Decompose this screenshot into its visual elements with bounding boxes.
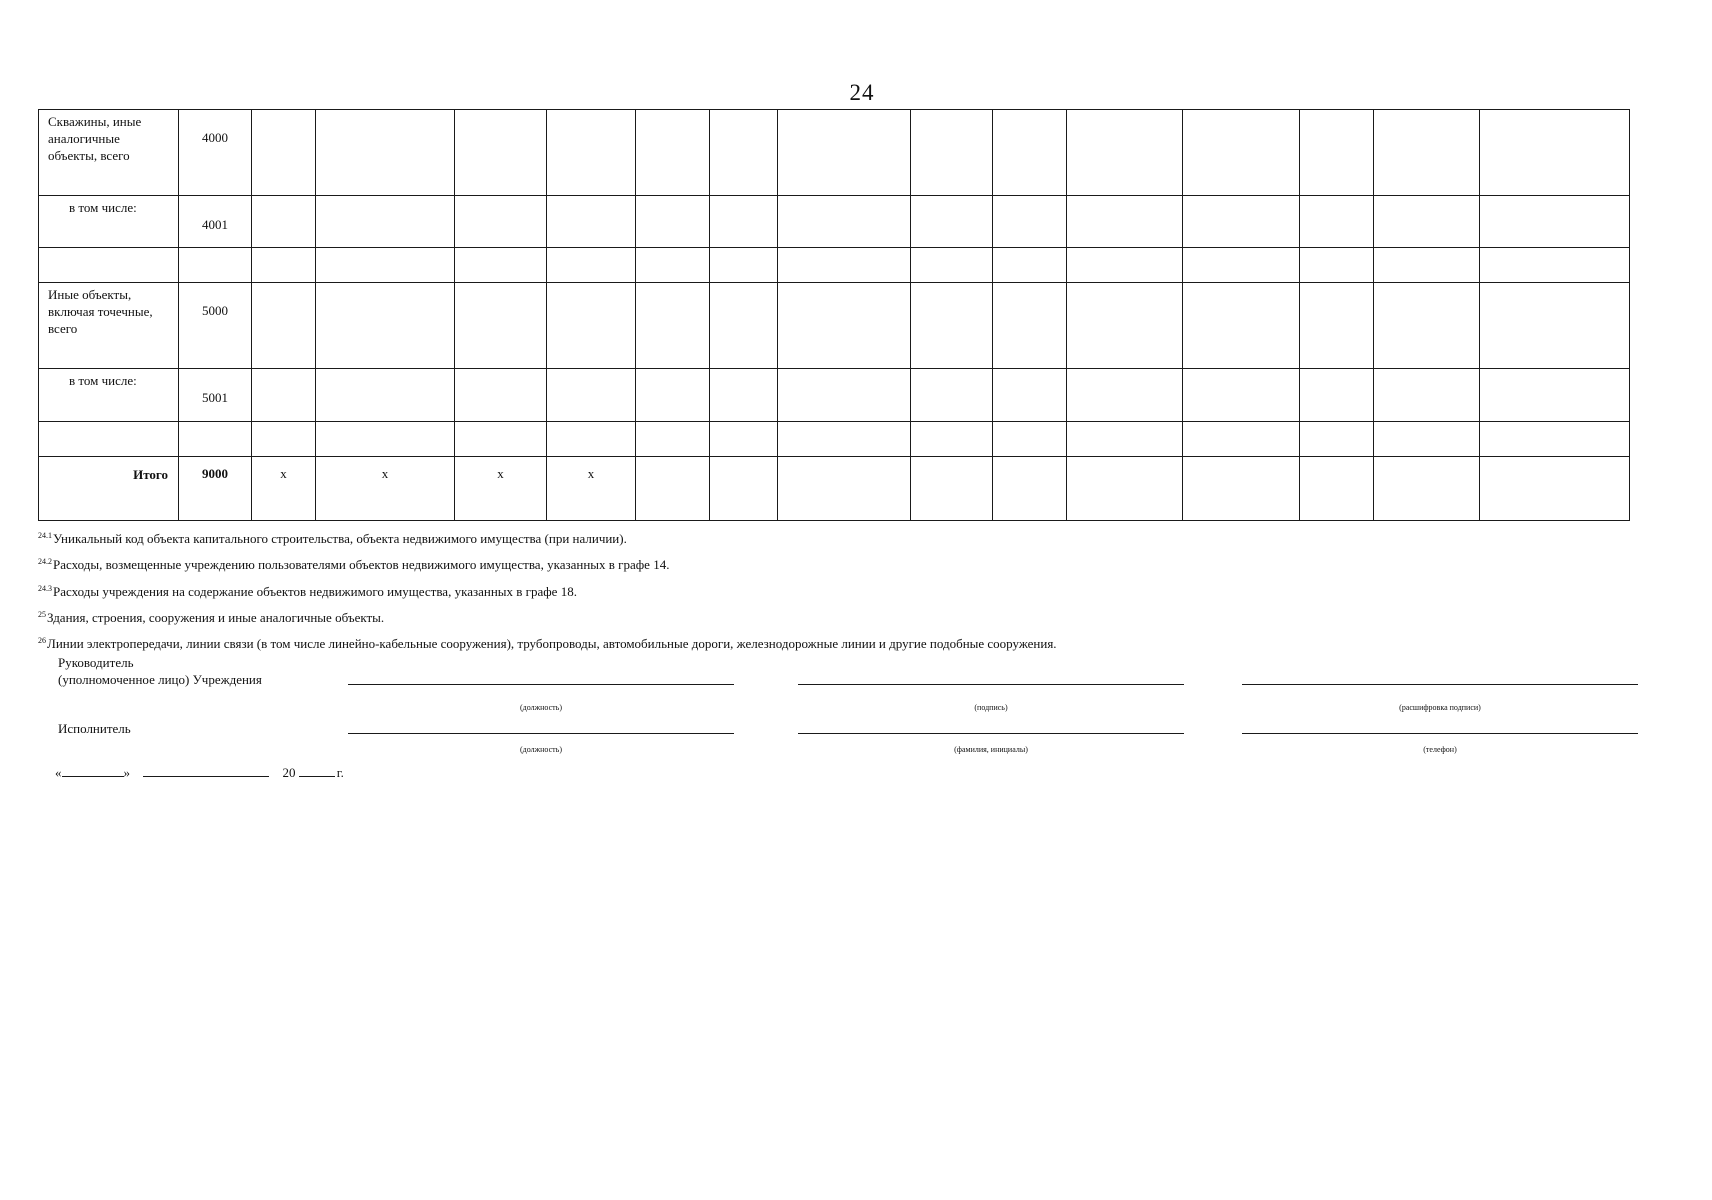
total-mark: x: [455, 457, 547, 521]
total-mark: x: [547, 457, 636, 521]
table-row: [39, 248, 1630, 283]
row-code-cell: 4001: [179, 196, 252, 248]
head-name-line[interactable]: [1242, 684, 1638, 685]
row-name-cell: в том числе:: [39, 196, 179, 248]
footnote-text: Здания, строения, сооружения и иные аналогичные объекты.: [47, 609, 385, 625]
head-label-sub: (уполномоченное лицо) Учреждения: [58, 672, 262, 687]
date-day-blank[interactable]: [62, 763, 124, 777]
head-label: Руководитель: [58, 655, 134, 670]
footnote-text: Расходы учреждения на содержание объектов недвижимого имущества, указанных в графе 18.: [53, 583, 577, 599]
table-row: [39, 196, 1630, 248]
total-label: Итого: [39, 457, 179, 521]
row-code-cell: 5000: [179, 283, 252, 369]
executor-position-line[interactable]: [348, 733, 734, 734]
footnote-mark: 24.1: [38, 531, 52, 540]
executor-caption: (должность): [520, 745, 562, 754]
footnotes: [38, 524, 1678, 655]
footnote: [38, 603, 1678, 629]
row-name-cell: [39, 248, 179, 283]
row-name-cell: [39, 422, 179, 457]
footnote-text: Расходы, возмещенные учреждению пользователями объектов недвижимого имущества, указанных в графе 14.: [53, 557, 670, 573]
footnote-mark: 24.3: [38, 583, 52, 593]
row-name-cell: Иные объекты, включая точечные, всего: [39, 283, 179, 369]
date-open-quote: «: [55, 765, 62, 780]
footnote: [38, 577, 1678, 603]
footnote-mark: 25: [38, 609, 46, 619]
total-mark: x: [252, 457, 316, 521]
executor-phone-line[interactable]: [1242, 733, 1638, 734]
table-row: [39, 369, 1630, 422]
executor-name-line[interactable]: [798, 733, 1184, 734]
date-month-blank[interactable]: [143, 763, 269, 777]
page-number: 24: [849, 80, 875, 105]
table-row: [39, 110, 1630, 196]
row-code-cell: 4000: [179, 110, 252, 196]
date-year-prefix: 20: [282, 765, 296, 780]
footnote-text: Линии электропередачи, линии связи (в том числе линейно-кабельные сооружения), трубопроводы, автомобильные дороги, железнодорожные линии и другие подобные сооружения.: [47, 636, 1057, 652]
head-caption: (подпись): [974, 703, 1008, 712]
row-name-cell: в том числе:: [39, 369, 179, 422]
footnote: [38, 629, 1678, 655]
data-table: [38, 109, 1630, 521]
date-close-quote: »: [123, 765, 130, 780]
head-caption: (расшифровка подписи): [1399, 703, 1481, 712]
table-row: [39, 422, 1630, 457]
footnote-mark: 26: [38, 636, 46, 646]
footnote: [38, 550, 1678, 576]
row-code-cell: 5001: [179, 369, 252, 422]
executor-caption: (телефон): [1423, 745, 1457, 754]
table-row: [39, 283, 1630, 369]
date-year-suffix: г.: [336, 765, 344, 780]
row-name-cell: Скважины, иные аналогичные объекты, всего: [39, 110, 179, 196]
executor-label: Исполнитель: [58, 721, 131, 736]
total-code: 9000: [179, 457, 252, 521]
row-code-cell: [179, 248, 252, 283]
footnote-text: Уникальный код объекта капитального строительства, объекта недвижимого имущества (при наличии).: [53, 531, 627, 546]
date-row: [55, 763, 344, 781]
date-year-blank[interactable]: [299, 763, 335, 777]
footnote-mark: 24.2: [38, 557, 52, 567]
total-mark: x: [316, 457, 455, 521]
head-position-line[interactable]: [348, 684, 734, 685]
executor-caption: (фамилия, инициалы): [954, 745, 1028, 754]
head-caption: (должность): [520, 703, 562, 712]
footnote: [38, 524, 1678, 550]
row-code-cell: [179, 422, 252, 457]
table-row-total: [39, 457, 1630, 521]
head-signature-line[interactable]: [798, 684, 1184, 685]
